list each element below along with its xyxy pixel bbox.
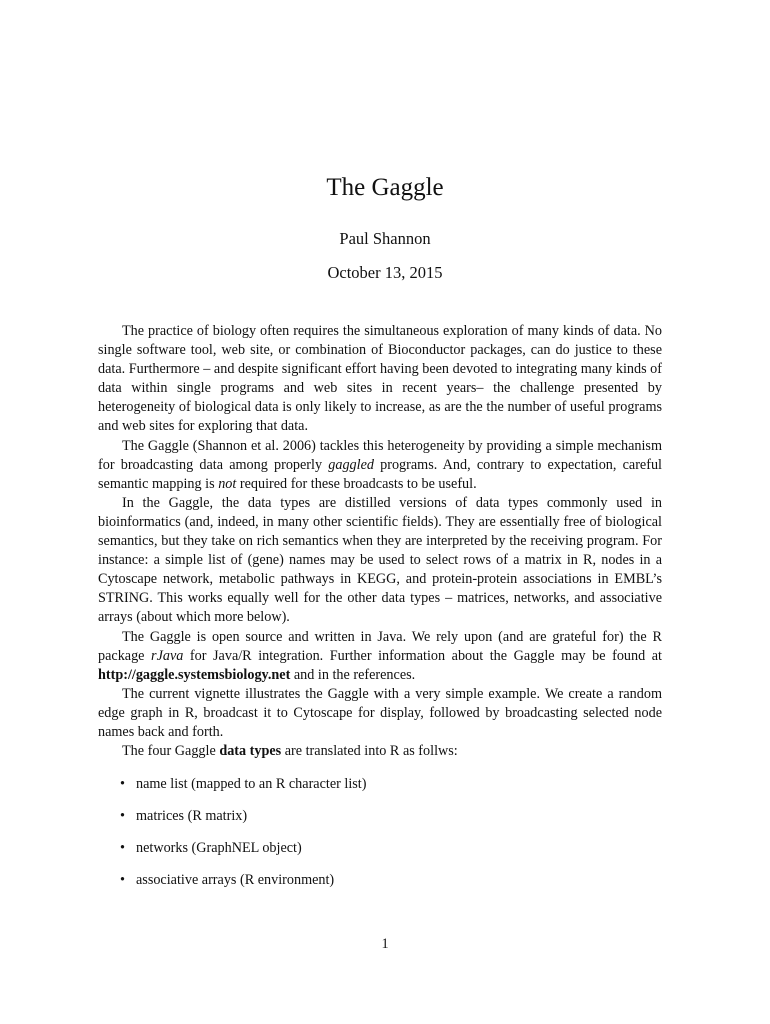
- paragraph-data-types: [98, 494, 662, 628]
- document-date: October 13, 2015: [327, 263, 443, 282]
- paragraph-text: required for these broadcasts to be useful.: [236, 475, 477, 492]
- list-item: [120, 839, 662, 858]
- list-item-text: matrices (R matrix): [136, 808, 248, 825]
- paragraph-text: are translated into R as follws:: [281, 743, 458, 760]
- data-type-list: [98, 775, 662, 890]
- list-item-text: networks (GraphNEL object): [136, 840, 302, 857]
- bold-data-types: data types: [219, 743, 282, 760]
- list-item-text: name list (mapped to an R character list): [136, 776, 367, 793]
- emphasis-gaggled: gaggled: [328, 456, 374, 473]
- gaggle-website-link[interactable]: http://gaggle.systemsbiology.net: [98, 666, 291, 683]
- bullet-icon: •: [120, 840, 125, 857]
- emphasis-rjava: rJava: [151, 647, 184, 664]
- paragraph-text: In the Gaggle, the data types are distilled versions of data types commonly used in bioinformatics (and, indeed, in many other scientific fields). They are essentially free of biological semantics, but they take on rich semantics when they are interpreted by the receiving program. For instance: a simple list of (gene) names may be used to select rows of a matrix in R, nodes in a Cytoscape network, metabolic pathways in KEGG, and protein-protein associations in EMBL’s STRING. This works equally well for the other data types – matrices, networks, and associative arrays (about which more below).: [98, 494, 662, 626]
- paragraph-open-source: [98, 628, 662, 685]
- paragraph-intro: [98, 322, 662, 437]
- list-item: [120, 775, 662, 794]
- body-text: [98, 322, 662, 903]
- paragraph-text: and in the references.: [290, 666, 416, 683]
- list-item-text: associative arrays (R environment): [136, 872, 335, 889]
- paragraph-text: The Gaggle is open source and written in Java. We rely upon (and are grateful for) the R package: [98, 628, 662, 664]
- document-title: The Gaggle: [326, 174, 444, 201]
- bullet-icon: •: [120, 872, 125, 889]
- paragraph-text: The current vignette illustrates the Gaggle with a very simple example. We create a random edge graph in R, broadcast it to Cytoscape for display, followed by broadcasting selected node names back and forth.: [98, 685, 662, 740]
- bullet-icon: •: [120, 776, 125, 793]
- author-name: Paul Shannon: [339, 229, 431, 248]
- paragraph-text: The practice of biology often requires the simultaneous exploration of many kinds of data. No single software tool, web site, or combination of Bioconductor packages, can do justice to these data. Furthermore – and despite significant effort having been devoted to integrating many kinds of data within single programs and web sites in recent years– the challenge presented by heterogeneity of biological data is only likely to increase, as are the the number of useful programs and web sites for exploring that data.: [98, 323, 662, 435]
- paragraph-vignette: [98, 685, 662, 742]
- paragraph-text: for Java/R integration. Further information about the Gaggle may be found at: [183, 647, 662, 664]
- paragraph-data-type-intro: [98, 742, 662, 761]
- emphasis-not: not: [218, 475, 237, 492]
- page-number: 1: [381, 936, 389, 952]
- paragraph-text: The four Gaggle: [122, 743, 220, 760]
- list-item: [120, 807, 662, 826]
- bullet-icon: •: [120, 808, 125, 825]
- list-item: [120, 871, 662, 890]
- paragraph-text: The Gaggle (Shannon et al. 2006) tackles this heterogeneity by providing a simple mechanism for broadcasting data among properly: [98, 437, 662, 473]
- paragraph-text: programs. And, contrary to expectation, careful semantic mapping is: [98, 456, 662, 492]
- paragraph-gaggle-overview: [98, 437, 662, 494]
